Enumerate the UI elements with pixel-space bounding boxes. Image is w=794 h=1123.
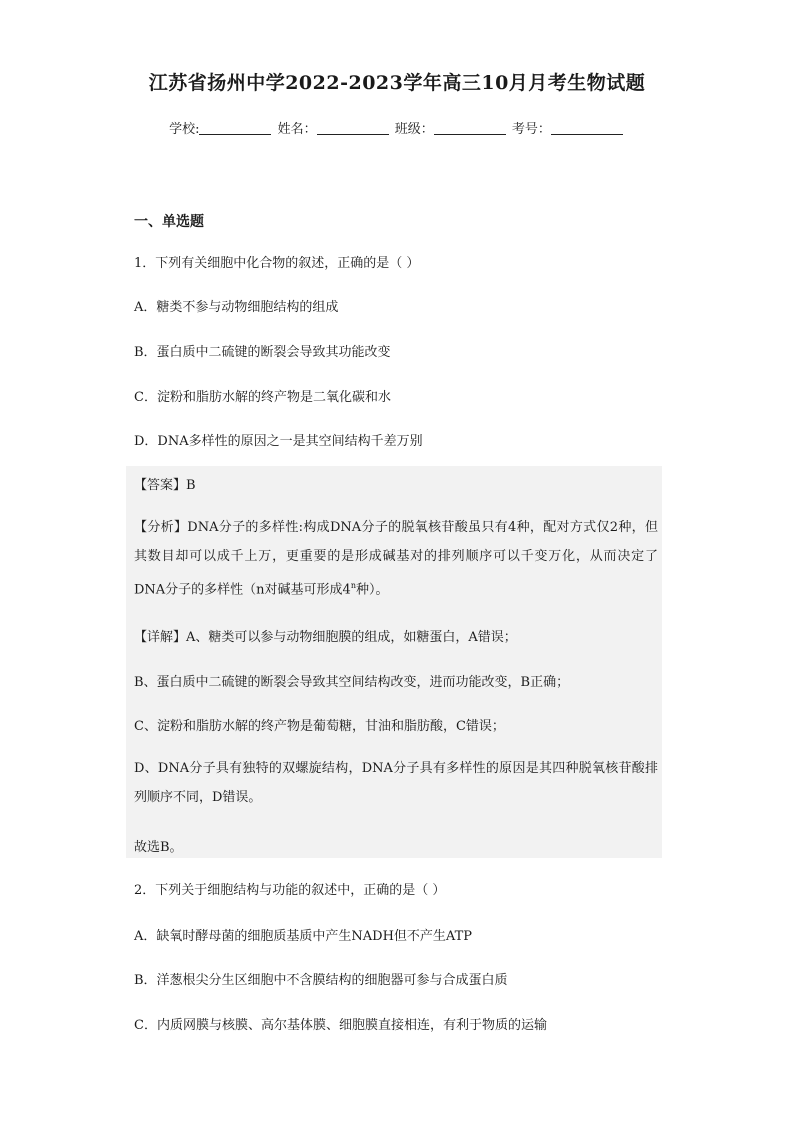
detail-a: 【详解】A、糖类可以参与动物细胞膜的组成，如糖蛋白，A错误； bbox=[134, 630, 517, 645]
section-title: 一、单选题 bbox=[134, 214, 204, 230]
question-2-option-c: C．内质网膜与核膜、高尔基体膜、细胞膜直接相连，有利于物质的运输 bbox=[134, 1018, 547, 1033]
question-1-option-d: D．DNA多样性的原因之一是其空间结构千差万别 bbox=[134, 434, 423, 449]
exam-number-blank bbox=[551, 121, 623, 135]
class-blank bbox=[434, 121, 506, 135]
detail-d: D、DNA分子具有独特的双螺旋结构，DNA分子具有多样性的原因是其四种脱氧核苷酸排列顺序不同，D错误。 bbox=[134, 761, 658, 805]
question-1-stem: 1．下列有关细胞中化合物的叙述，正确的是（ ） bbox=[134, 256, 420, 271]
student-info-row bbox=[0, 118, 794, 137]
school-label: 学校: bbox=[169, 122, 200, 137]
exam-number-label: 考号： bbox=[511, 122, 551, 137]
page-title: 江苏省扬州中学2022-2023学年高三10月月考生物试题 bbox=[148, 72, 646, 94]
name-label: 姓名： bbox=[277, 122, 317, 137]
question-2-option-b: B．洋葱根尖分生区细胞中不含膜结构的细胞器可参与合成蛋白质 bbox=[134, 973, 508, 988]
question-1-option-c: C．淀粉和脂肪水解的终产物是二氧化碳和水 bbox=[134, 390, 391, 405]
class-label: 班级： bbox=[394, 122, 434, 137]
analysis-paragraph bbox=[134, 513, 658, 604]
question-1-option-b: B．蛋白质中二硫键的断裂会导致其功能改变 bbox=[134, 345, 391, 360]
question-2-option-a: A．缺氧时酵母菌的细胞质基质中产生NADH但不产生ATP bbox=[134, 929, 473, 944]
detail-b: B、蛋白质中二硫键的断裂会导致其空间结构改变，进而功能改变，B正确； bbox=[134, 675, 570, 690]
conclusion: 故选B。 bbox=[134, 840, 183, 855]
name-blank bbox=[317, 121, 389, 135]
school-blank bbox=[199, 121, 271, 135]
question-1-option-a: A．糖类不参与动物细胞结构的组成 bbox=[134, 300, 339, 315]
analysis-superscript: n bbox=[350, 581, 356, 590]
analysis-text: 【分析】DNA分子的多样性:构成DNA分子的脱氧核苷酸虽只有4种，配对方式仅2种，但其数目却可以成千上万，更重要的是形成碱基对的排列顺序可以千变万化，从而决定了DNA分子的多样性（n对碱基可形成4 bbox=[134, 520, 658, 598]
detail-c: C、淀粉和脂肪水解的终产物是葡萄糖，甘油和脂肪酸，C错误； bbox=[134, 719, 505, 734]
question-2-stem: 2．下列关于细胞结构与功能的叙述中，正确的是（ ） bbox=[134, 883, 446, 898]
analysis-end: 种）。 bbox=[356, 582, 389, 598]
answer-label: 【答案】B bbox=[134, 478, 196, 493]
